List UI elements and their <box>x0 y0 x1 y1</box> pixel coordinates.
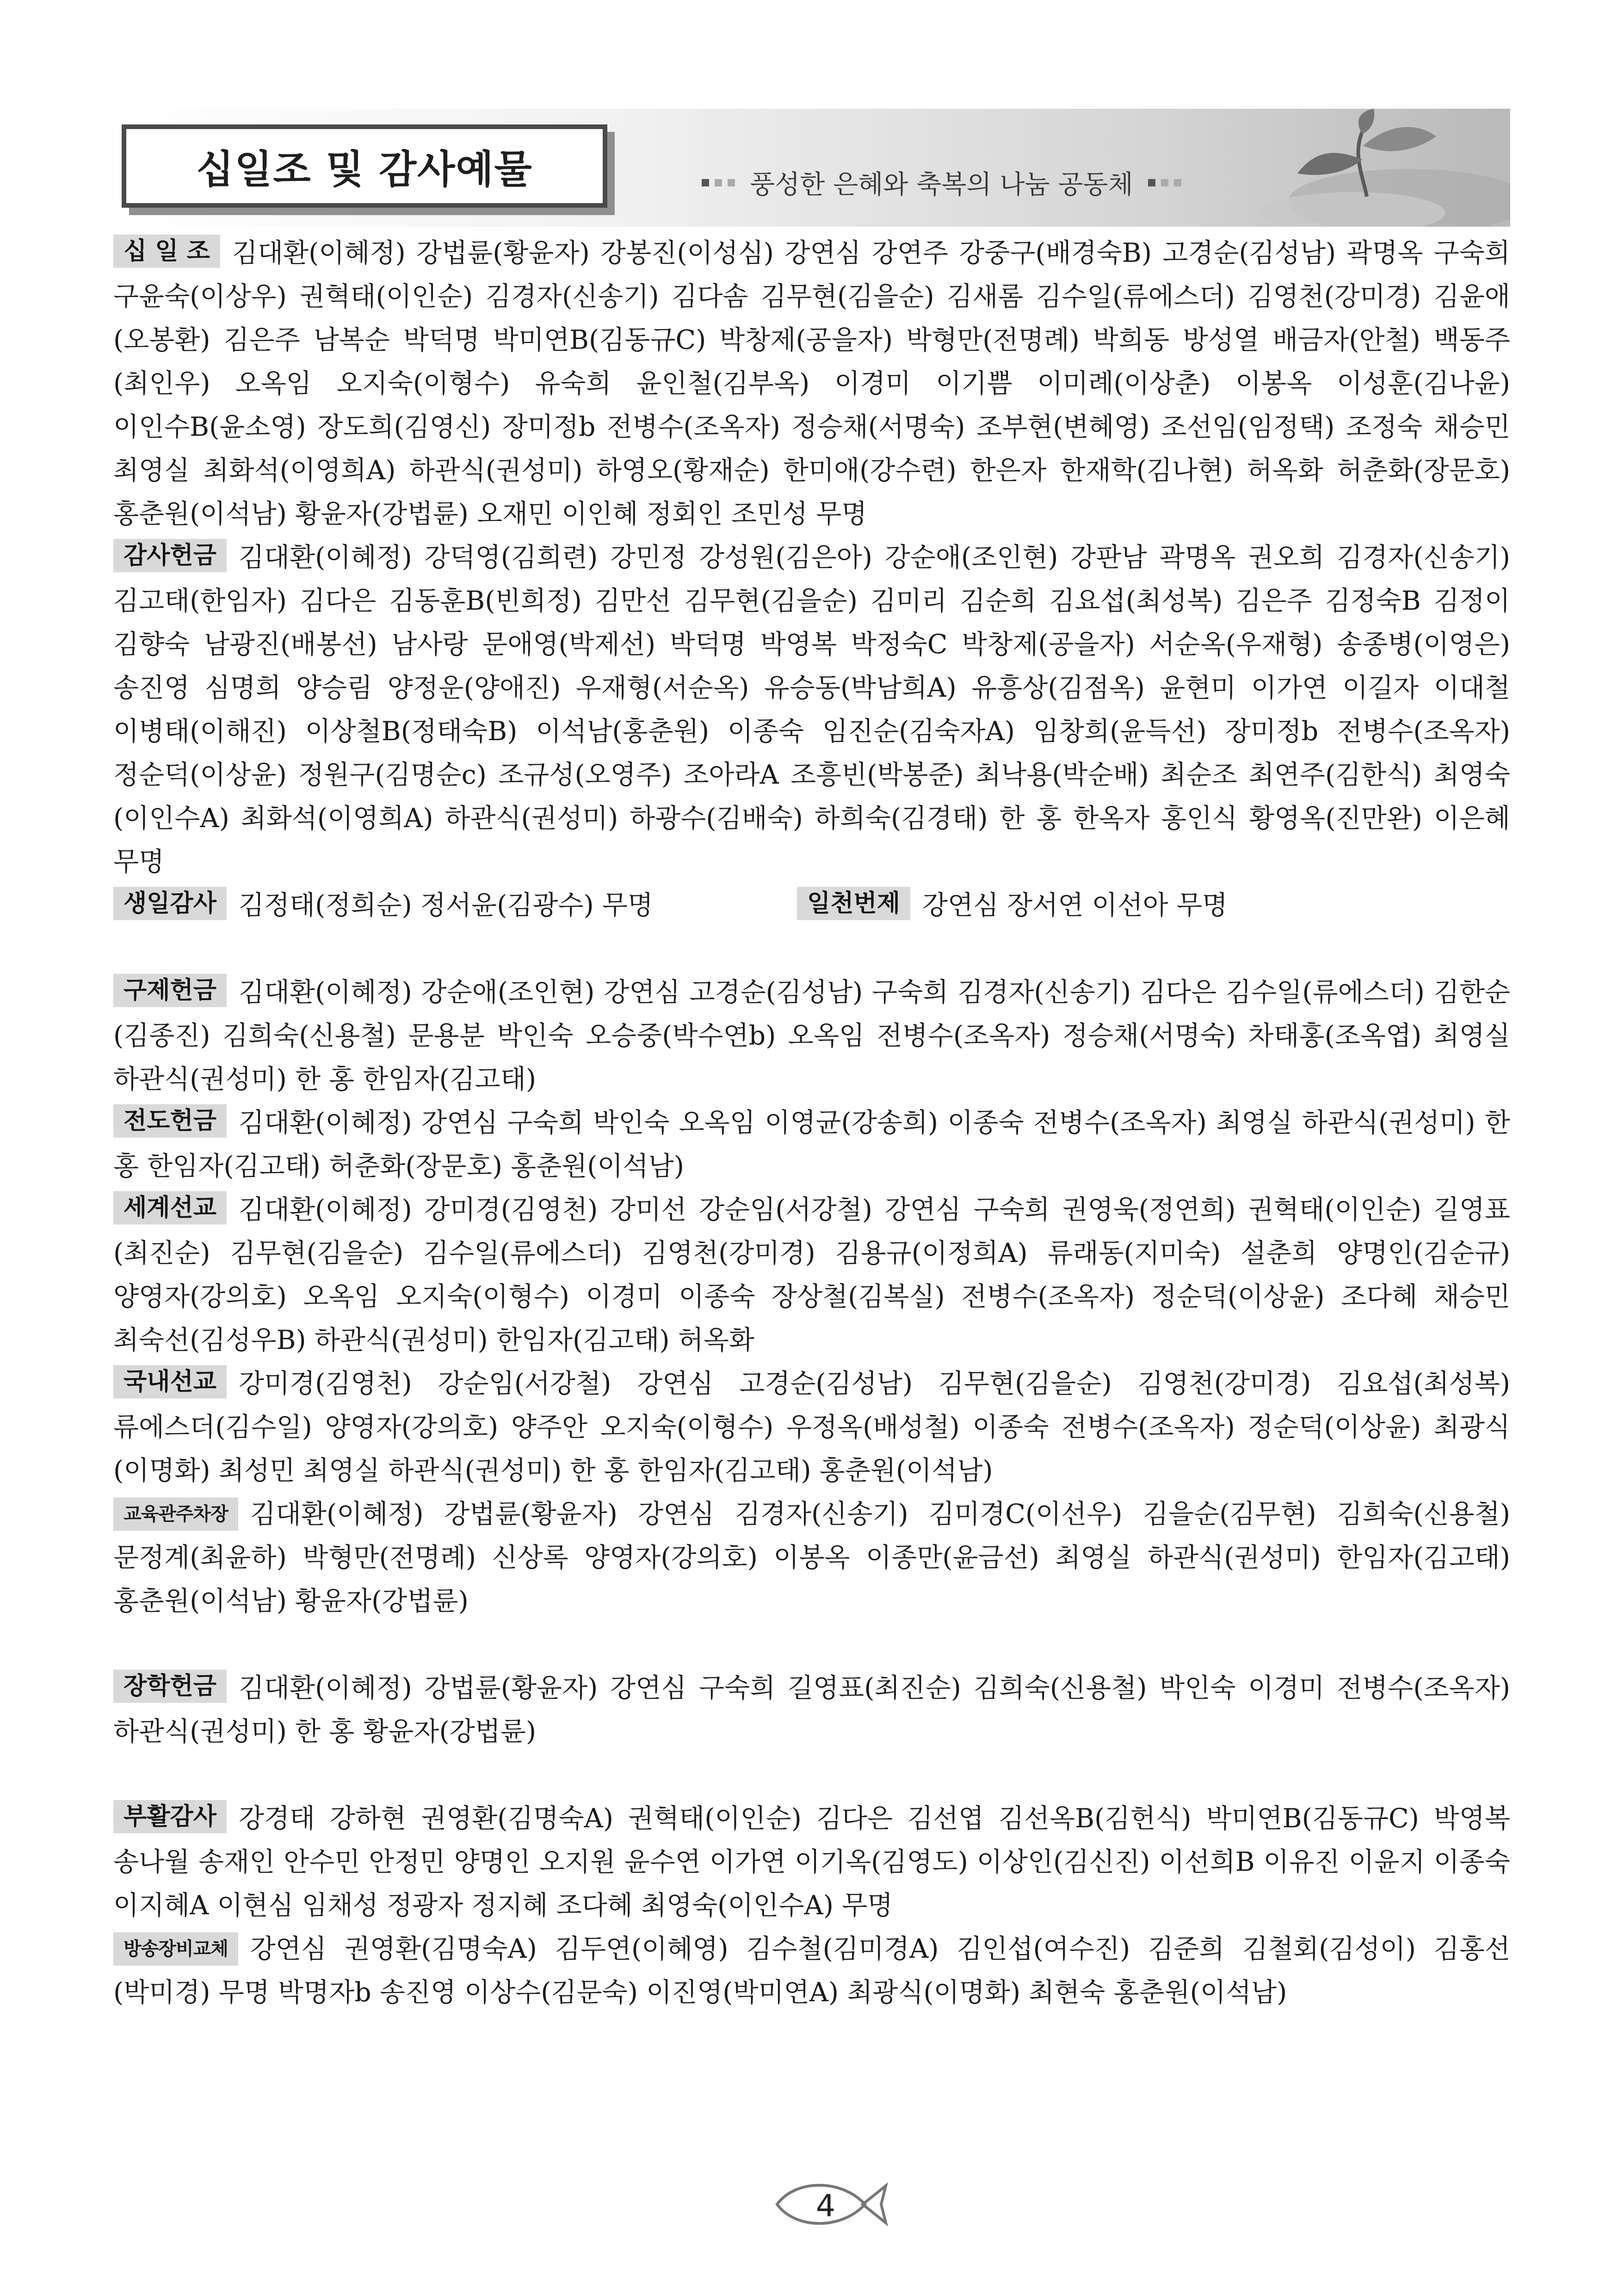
section-tithe <box>113 231 1510 536</box>
offerings-list <box>113 231 1510 2014</box>
label-scholarship: 장학헌금 <box>113 1670 227 1703</box>
label-thousand: 일천번제 <box>797 887 910 920</box>
section-thousand <box>797 884 1228 927</box>
names-world-mission: 김대환(이혜정) 강미경(김영천) 강미선 강순임(서강철) 강연심 구숙희 권영욱(정연희) 권혁태(이인순) 길영표(최진순) 김무현(김을순) 김수일(류에스더) 김영천(강미경) 김용규(이정희A) 류래동(지미숙) 설춘희 양명인(김순규) 양영자(강의호) 오옥임 오지숙(이형수) 이경미 이종숙 장상철(김복실) 전병수(조옥자) 정순덕(이상윤) 조다혜 채승민 최숙선(김성우B) 하관식(권성미) 한임자(김고태) 허옥화 <box>113 1194 1510 1355</box>
section-broadcast <box>113 1927 1510 2014</box>
spacer <box>113 927 1510 971</box>
names-birthday: 김정태(정희순) 정서윤(김광수) 무명 <box>238 890 653 921</box>
title-box <box>122 124 607 208</box>
section-scholarship <box>113 1666 1510 1753</box>
names-education: 김대환(이혜정) 강법륜(황윤자) 강연심 김경자(신송기) 김미경C(이선우) 김을순(김무현) 김희숙(신용철) 문정계(최윤하) 박형만(전명례) 신상록 양영자(강의호) 이봉옥 이종만(윤금선) 최영실 하관식(권성미) 한임자(김고태) 홍춘원(이석남) 황윤자(강법륜) <box>113 1499 1510 1616</box>
label-world-mission: 세계선교 <box>113 1191 227 1225</box>
names-domestic-mission: 강미경(김영천) 강순임(서강철) 강연심 고경순(김성남) 김무현(김을순) 김영천(강미경) 김요섭(최성복) 류에스더(김수일) 양영자(강의호) 양주안 오지숙(이형수) 우정옥(배성철) 이종숙 전병수(조옥자) 정순덕(이상윤) 최광식(이명화) 최성민 최영실 하관식(권성미) 한 홍 한임자(김고태) 홍춘원(이석남) <box>113 1368 1510 1486</box>
section-easter <box>113 1797 1510 1927</box>
label-domestic-mission: 국내선교 <box>113 1365 227 1398</box>
section-education <box>113 1492 1510 1623</box>
names-easter: 강경태 강하현 권영환(김명숙A) 권혁태(이인순) 김다은 김선엽 김선옥B(김헌식) 박미연B(김동규C) 박영복 송나월 송재인 안수민 안정민 양명인 오지원 윤수연 이가연 이기옥(김영도) 이상인(김신진) 이선희B 이유진 이윤지 이종숙 이지혜A 이현심 임채성 정광자 정지혜 조다혜 최영숙(이인수A) 무명 <box>113 1803 1510 1921</box>
section-domestic-mission <box>113 1362 1510 1492</box>
label-birthday: 생일감사 <box>113 887 227 920</box>
names-evangelism: 김대환(이혜정) 강연심 구숙희 박인숙 오옥임 이영균(강송희) 이종숙 전병수(조옥자) 최영실 하관식(권성미) 한 홍 한임자(김고태) 허춘화(장문호) 홍춘원(이석남) <box>113 1107 1510 1182</box>
names-thanks: 김대환(이혜정) 강덕영(김희련) 강민정 강성원(김은아) 강순애(조인현) 강판남 곽명옥 권오희 김경자(신송기) 김고태(한임자) 김다은 김동훈B(빈희정) 김만선 김무현(김을순) 김미리 김순희 김요섭(최성복) 김은주 김정숙B 김정이 김향숙 남광진(배봉선) 남사랑 문애영(박제선) 박덕명 박영복 박정숙C 박창제(공을자) 서순옥(우재형) 송종병(이영은) 송진영 심명희 양승림 양정운(양애진) 우재형(서순옥) 유승동(박남희A) 유흥상(김점옥) 윤현미 이가연 이길자 이대철 이병태(이해진) 이상철B(정태숙B) 이석남(홍춘원) 이종숙 임진순(김숙자A) 임창희(윤득선) 장미정b 전병수(조옥자) 정순덕(이상윤) 정원구(김명순c) 조규성(오영주) 조아라A 조흥빈(박봉준) 최낙용(박순배) 최순조 최연주(김한식) 최영숙(이인수A) 최화석(이영희A) 하관식(권성미) 하광수(김배숙) 하희숙(김경태) 한 홍 한옥자 홍인식 황영옥(진만완) 이은혜 무명 <box>113 542 1510 877</box>
section-birthday-thousand <box>113 884 1510 927</box>
names-tithe: 김대환(이혜정) 강법륜(황윤자) 강봉진(이성심) 강연심 강연주 강중구(배경숙B) 고경순(김성남) 곽명옥 구숙희 구윤숙(이상우) 권혁태(이인순) 김경자(신송기) 김다솜 김무현(김을순) 김새롬 김수일(류에스더) 김영천(강미경) 김윤애(오봉환) 김은주 남복순 박덕명 박미연B(김동규C) 박창제(공을자) 박형만(전명례) 박희동 방성열 배금자(안철) 백동주(최인우) 오옥임 오지숙(이형수) 유숙희 윤인철(김부옥) 이경미 이기쁨 이미례(이상춘) 이봉옥 이성훈(김나윤) 이인수B(윤소영) 장도희(김영신) 장미정b 전병수(조옥자) 정승채(서명숙) 조부현(변혜영) 조선임(임정택) 조정숙 채승민 최영실 최화석(이영희A) 하관식(권성미) 하영오(황재순) 한미애(강수련) 한은자 한재학(김나현) 허옥화 허춘화(장문호) 홍춘원(이석남) 황윤자(강법륜) 오재민 이인혜 정회인 조민성 무명 <box>113 238 1510 529</box>
label-relief: 구제헌금 <box>113 974 227 1007</box>
dots-left-icon <box>702 179 735 186</box>
spacer <box>113 1623 1510 1666</box>
page-number: 4 <box>816 2188 835 2224</box>
spacer <box>113 1753 1510 1797</box>
label-tithe: 십 일 조 <box>113 235 220 268</box>
section-world-mission <box>113 1188 1510 1362</box>
page-header <box>113 109 1510 227</box>
section-relief <box>113 971 1510 1101</box>
names-relief: 김대환(이혜정) 강순애(조인현) 강연심 고경순(김성남) 구숙희 김경자(신송기) 김다은 김수일(류에스더) 김한순(김종진) 김희숙(신용철) 문용분 박인숙 오승중(박수연b) 오옥임 전병수(조옥자) 정승채(서명숙) 차태홍(조옥엽) 최영실 하관식(권성미) 한 홍 한임자(김고태) <box>113 977 1510 1095</box>
names-thousand: 강연심 장서연 이선아 무명 <box>922 890 1228 921</box>
section-birthday <box>113 884 797 927</box>
page-title: 십일조 및 감사예물 <box>196 146 533 192</box>
label-easter: 부활감사 <box>113 1800 227 1833</box>
label-evangelism: 전도헌금 <box>113 1104 227 1138</box>
section-thanks <box>113 536 1510 884</box>
label-thanks: 감사헌금 <box>113 539 227 572</box>
names-scholarship: 김대환(이혜정) 강법륜(황윤자) 강연심 구숙희 길영표(최진순) 김희숙(신용철) 박인숙 이경미 전병수(조옥자) 하관식(권성미) 한 홍 황윤자(강법륜) <box>113 1673 1510 1747</box>
dots-right-icon <box>1148 179 1181 186</box>
names-broadcast: 강연심 권영환(김명숙A) 김두연(이혜영) 김수철(김미경A) 김인섭(여수진) 김준희 김철회(김성이) 김홍선(박미경) 무명 박명자b 송진영 이상수(김문숙) 이진영(박미연A) 최광식(이명화) 최현숙 홍춘원(이석남) <box>113 1934 1510 2008</box>
label-education: 교육관주차장 <box>113 1497 238 1531</box>
label-broadcast: 방송장비교체 <box>113 1932 238 1966</box>
hands-plant-icon <box>1214 109 1510 227</box>
subtitle-row <box>687 164 1196 201</box>
subtitle: 풍성한 은혜와 축복의 나눔 공동체 <box>750 170 1133 200</box>
section-evangelism <box>113 1101 1510 1188</box>
